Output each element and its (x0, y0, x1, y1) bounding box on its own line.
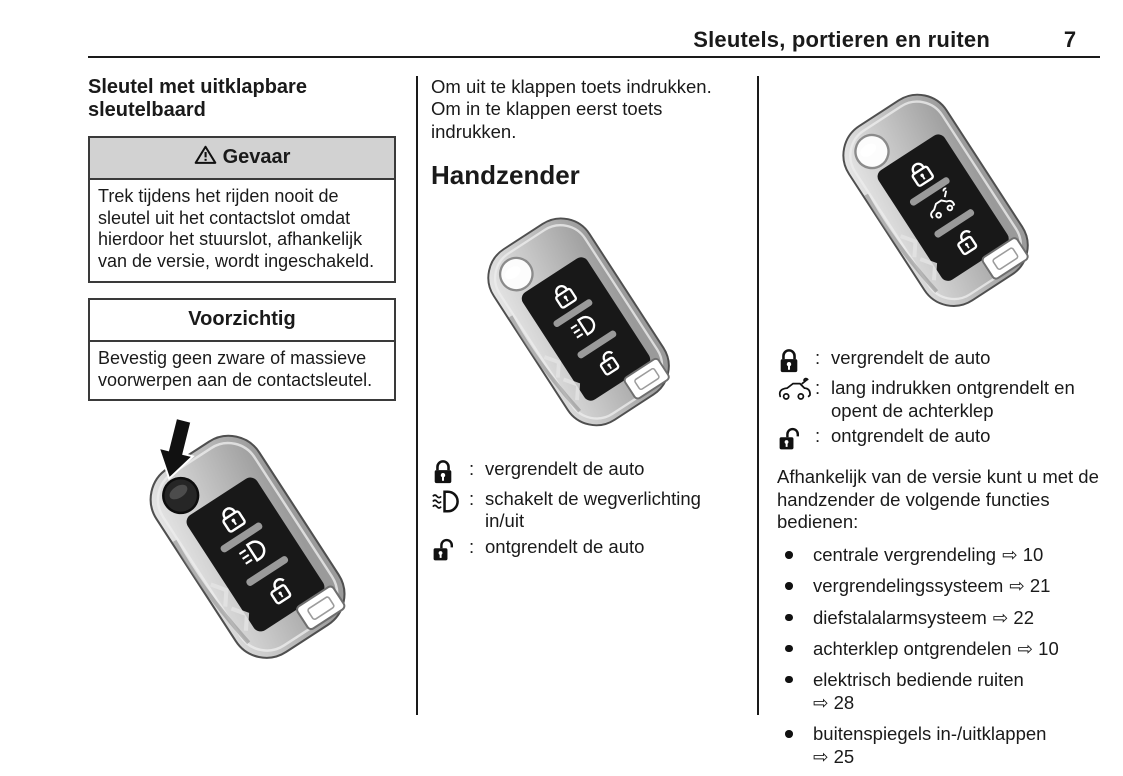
function-item (777, 722, 1103, 768)
danger-box-header (90, 138, 394, 180)
functions-list (777, 543, 1103, 768)
column-divider (757, 76, 759, 715)
legend-text: schakelt de wegverlichting in/uit (485, 487, 701, 532)
left-column (88, 76, 396, 684)
legend-item (431, 488, 737, 533)
page-reference: ⇨ 25 (813, 746, 855, 768)
legend-item (777, 425, 1103, 452)
legend-text: vergrendelt de auto (485, 457, 645, 479)
lock-open-icon (777, 425, 815, 452)
caution-box-header (90, 300, 394, 342)
legend-item (777, 377, 1103, 422)
legend-item (431, 536, 737, 563)
remote-key-tailgate-version-illustration (797, 76, 1103, 331)
function-label: achterklep ontgrendelen (813, 637, 1012, 659)
caution-box-body: Bevestig geen zware of massieve voorwerpen aan de contactsleutel. (98, 347, 373, 390)
lock-closed-icon (777, 347, 815, 374)
button-legend (431, 458, 737, 563)
caution-box-title: Voorzichtig (188, 308, 296, 331)
legend-item (431, 458, 737, 485)
fold-instructions: Om uit te klappen toets indrukken. Om in te klappen eerst toets indrukken. (431, 76, 712, 142)
legend-text: lang indrukken ontgrendelt en opent de achterklep (831, 377, 1075, 421)
section-title-handzender: Handzender (431, 160, 580, 191)
lock-closed-icon (431, 458, 469, 485)
legend-separator: : (815, 377, 821, 398)
header-rule (88, 56, 1100, 58)
function-item (777, 668, 1103, 714)
legend-text: ontgrendelt de auto (831, 425, 991, 447)
function-label: diefstalalarmsysteem (813, 606, 987, 628)
legend-item (777, 347, 1103, 374)
function-item (777, 637, 1103, 660)
legend-text: vergrendelt de auto (831, 347, 991, 368)
right-column (777, 76, 1103, 776)
function-label: centrale vergrendeling (813, 544, 997, 566)
danger-box-body: Trek tijdens het rijden nooit de sleutel uit het contactslot omdat hierdoor het stuurslot, afhankelijk van de versie, wordt ingeschakeld. (98, 185, 375, 272)
lock-open-icon (431, 536, 469, 563)
function-item (777, 574, 1103, 597)
flip-key-with-release-arrow-illustration (102, 416, 396, 684)
function-item (777, 606, 1103, 629)
remote-key-headlight-version-illustration (443, 200, 737, 450)
legend-separator: : (469, 535, 475, 557)
page-reference: ⇨ 10 (1017, 637, 1059, 659)
car-tailgate-unlock-icon (777, 377, 815, 402)
button-legend (777, 347, 1103, 452)
page-number: 7 (1063, 27, 1077, 52)
headlight-icon (431, 488, 469, 514)
middle-column (431, 76, 737, 566)
column-divider (416, 76, 418, 715)
legend-text: ontgrendelt de auto (485, 535, 645, 557)
function-label: elektrisch bediende ruiten (813, 668, 1024, 690)
function-item (777, 543, 1103, 566)
page-reference: ⇨ 21 (1009, 575, 1051, 597)
functions-intro: Afhankelijk van de versie kunt u met de handzender de volgende functies bedienen: (777, 466, 1099, 532)
section-title: Sleutel met uitklapbare sleutelbaard (88, 76, 307, 122)
danger-box (88, 136, 396, 283)
function-label: buitenspiegels in-/uitklappen (813, 723, 1047, 744)
page-reference: ⇨ 28 (813, 691, 855, 713)
warning-triangle-icon (194, 145, 217, 171)
legend-separator: : (815, 425, 821, 447)
legend-separator: : (469, 457, 475, 479)
danger-box-title: Gevaar (222, 146, 291, 169)
page-reference: ⇨ 10 (1002, 544, 1044, 566)
page-title: Sleutels, portieren en ruiten (693, 27, 990, 52)
caution-box (88, 298, 396, 402)
legend-separator: : (469, 487, 475, 509)
function-label: vergrendelingssysteem (813, 575, 1004, 597)
legend-separator: : (815, 347, 821, 368)
page-reference: ⇨ 22 (992, 606, 1034, 628)
